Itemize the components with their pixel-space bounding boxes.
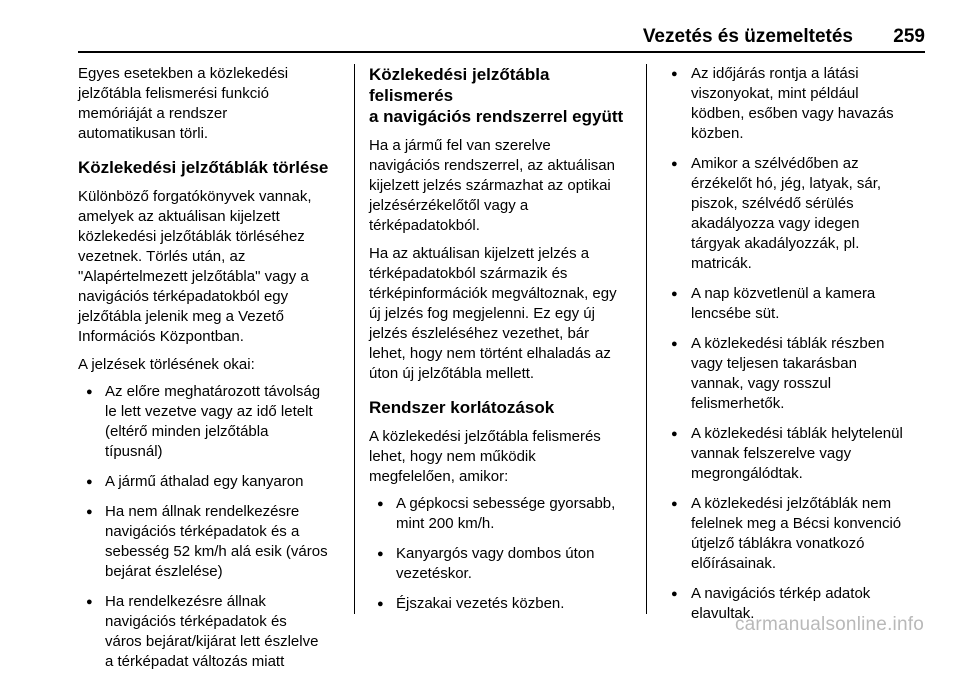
- list-item: ● A nap közvetlenül a kamera lencsébe süt.: [664, 284, 926, 324]
- column-2: [369, 64, 635, 624]
- page-number: 259: [893, 26, 925, 47]
- navigation-paragraph-2: Ha az aktuálisan kijelzett jelzés a térképadatokból származik és térképinformációk megváltoznak, egy új jelzés fog megjelenni. Ez egy új jelzés észleléséhez vezethet, bár lehet, hogy nem történt elhaladás az úton új jelzőtábla mellett.: [369, 245, 617, 382]
- list-item: ● Kanyargós vagy dombos úton vezetéskor.: [369, 544, 635, 584]
- deletion-reasons-list: [78, 382, 346, 672]
- section-heading-navigation: Közlekedési jelzőtábla felismerés a navigációs rendszerrel együtt: [369, 65, 624, 126]
- deletion-paragraph: Különböző forgatókönyvek vannak, amelyek az aktuálisan kijelzett közlekedési jelzőtáblák törléséhez vezetnek. Törlés után, az "Alapértelmezett jelzőtábla" vagy a navigációs térképadatokból egy jelzőtábla jelenik meg a Vezető Információs Központban.: [78, 188, 312, 345]
- header-rule: [78, 51, 925, 53]
- watermark: carmanualsonline.info: [734, 614, 924, 635]
- page-header: [78, 26, 925, 48]
- intro-paragraph: Egyes esetekben a közlekedési jelzőtábla felismerési funkció memóriáját a rendszer automatikusan törli.: [78, 65, 289, 142]
- deletion-reasons-intro: A jelzések törlésének okai:: [78, 356, 255, 373]
- column-3: [664, 64, 926, 634]
- limitations-list-continued: [664, 64, 926, 624]
- column-divider-1: [354, 64, 355, 614]
- list-item: ● A közlekedési jelzőtáblák nem felelnek meg a Bécsi konvenció útjelző táblákra vonatkozó előírásainak.: [664, 494, 926, 574]
- list-item: ● A közlekedési táblák helytelenül vannak felszerelve vagy megrongálódtak.: [664, 424, 926, 484]
- list-item: ● Amikor a szélvédőben az érzékelőt hó, jég, latyak, sár, piszok, szélvédő sérülés akadályozza vagy idegen tárgyak akadályozzák, pl. matricák.: [664, 154, 926, 274]
- list-item: ● A gépkocsi sebessége gyorsabb, mint 200 km/h.: [369, 494, 635, 534]
- navigation-paragraph-1: Ha a jármű fel van szerelve navigációs rendszerrel, az aktuálisan kijelzett jelzés származhat az optikai jelzésérzékelőtől vagy a térképadatokból.: [369, 137, 615, 234]
- list-item: ● Ha rendelkezésre állnak navigációs térképadatok és város bejárat/kijárat lett észlelve a térképadat változás miatt: [78, 592, 346, 672]
- list-item: ● A jármű áthalad egy kanyaron: [78, 472, 346, 492]
- section-heading-deletion: Közlekedési jelzőtáblák törlése: [78, 158, 329, 177]
- list-item: ● Az előre meghatározott távolság le lett vezetve vagy az idő letelt (eltérő minden jelzőtábla típusnál): [78, 382, 346, 462]
- section-heading-limitations: Rendszer korlátozások: [369, 398, 555, 417]
- limitations-list: [369, 494, 635, 614]
- list-item: ● A navigációs térkép adatok elavultak.: [664, 584, 926, 624]
- list-item: ● Éjszakai vezetés közben.: [369, 594, 635, 614]
- list-item: ● A közlekedési táblák részben vagy teljesen takarásban vannak, vagy rosszul felismerhetők.: [664, 334, 926, 414]
- chapter-title: Vezetés és üzemeltetés: [642, 26, 853, 47]
- column-divider-2: [646, 64, 647, 614]
- limitations-paragraph: A közlekedési jelzőtábla felismerés lehet, hogy nem működik megfelelően, amikor:: [369, 428, 601, 485]
- list-item: ● Az időjárás rontja a látási viszonyokat, mint például ködben, esőben vagy havazás közben.: [664, 64, 926, 144]
- column-1: [78, 64, 346, 682]
- list-item: ● Ha nem állnak rendelkezésre navigációs térképadatok és a sebesség 52 km/h alá esik (város bejárat észlelése): [78, 502, 346, 582]
